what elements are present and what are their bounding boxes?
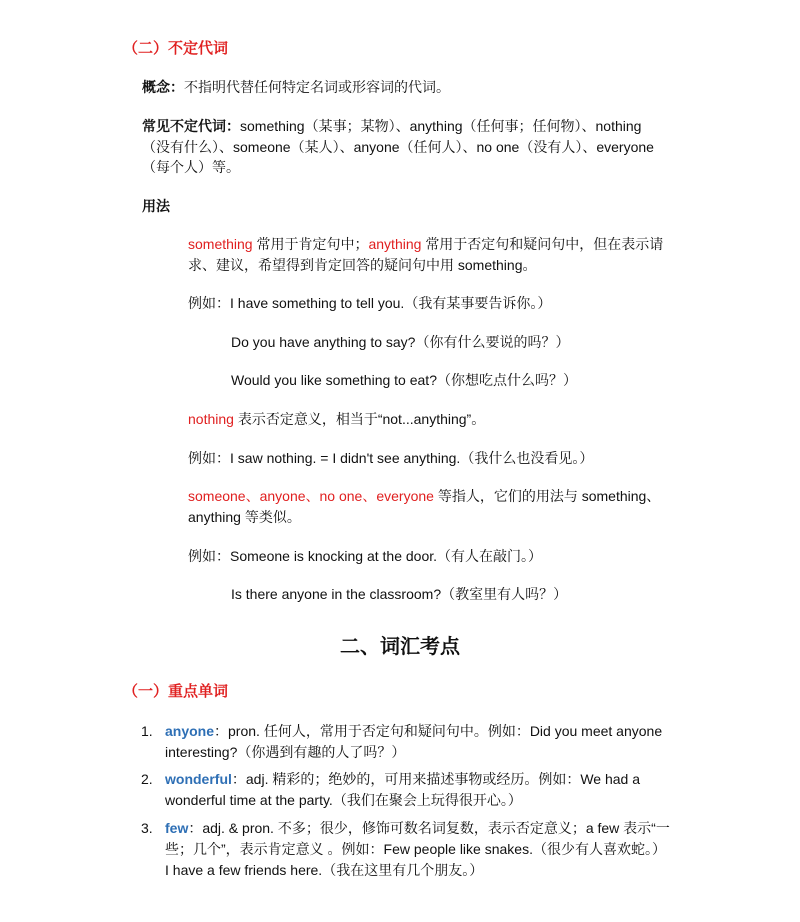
keyword-nothing: nothing bbox=[188, 411, 234, 427]
example-1-line-3: Would you like something to eat?（你想吃点什么吗？） bbox=[231, 372, 577, 388]
vocab-definition: pron. 任何人，常用于否定句和疑问句中。例如：Did you meet anyone bbox=[228, 723, 663, 739]
vocab-item-line-1 bbox=[165, 818, 670, 839]
section-heading-indefinite-pronouns: （二）不定代词 bbox=[123, 40, 229, 57]
common-pronouns-line-1 bbox=[142, 116, 641, 137]
vocab-item-line-2: 些；几个”，表示肯定意义 。例如：Few people like snakes.（很少有人喜欢蛇。） bbox=[165, 841, 666, 857]
vocab-item-number: 1. bbox=[141, 723, 153, 739]
rule-1-text-2: 常用于否定句和疑问句中，但在表示请 bbox=[425, 236, 664, 252]
vocab-colon: ： bbox=[188, 820, 203, 836]
common-pronouns-line-3: （每个人）等。 bbox=[142, 159, 240, 175]
vocab-definition: adj. 精彩的；绝妙的，可用来描述事物或经历。例如：We had a bbox=[245, 771, 641, 787]
example-1-line-2: Do you have anything to say?（你有什么要说的吗？） bbox=[231, 334, 570, 350]
vocab-item-number: 3. bbox=[141, 820, 153, 836]
keyword-person-pronouns: someone、anyone、no one、everyone bbox=[188, 488, 434, 504]
rule-1-text-1: 常用于肯定句中； bbox=[256, 236, 369, 252]
example-3-line-2: Is there anyone in the classroom?（教室里有人吗？） bbox=[231, 586, 568, 602]
example-sentence: Someone is knocking at the door.（有人在敲门。） bbox=[230, 548, 543, 564]
vocab-item-line-3: I have a few friends here.（我在这里有几个朋友。） bbox=[165, 862, 484, 878]
vocab-item-line-2: wonderful time at the party.（我们在聚会上玩得很开心。） bbox=[165, 792, 522, 808]
vocab-word: wonderful bbox=[165, 771, 232, 787]
example-label: 例如： bbox=[188, 450, 230, 466]
section-title-vocabulary: 二、词汇考点 bbox=[340, 636, 460, 658]
vocab-definition: adj. & pron. 不多；很少，修饰可数名词复数，表示否定意义；a few 表示“一 bbox=[202, 820, 670, 836]
rule-2-line bbox=[188, 409, 485, 430]
concept-label: 概念： bbox=[142, 79, 184, 95]
vocab-colon: ： bbox=[231, 771, 246, 787]
example-3-line-1 bbox=[188, 546, 542, 567]
rule-2-text: 表示否定意义，相当于“not...anything”。 bbox=[237, 411, 486, 427]
vocab-word: few bbox=[165, 820, 189, 836]
subheading-key-words: （一）重点单词 bbox=[123, 683, 229, 700]
rule-1-line-1 bbox=[188, 234, 663, 255]
concept-text: 不指明代替任何特定名词或形容词的代词。 bbox=[184, 79, 450, 95]
example-sentence: I have something to tell you.（我有某事要告诉你。） bbox=[230, 295, 552, 311]
example-2-line bbox=[188, 448, 593, 469]
vocab-colon: ： bbox=[214, 723, 229, 739]
vocab-item-line-1 bbox=[165, 769, 640, 790]
common-pronouns-line-2: （没有什么）、someone（某人）、anyone（任何人）、no one（没有人）、everyone bbox=[142, 139, 654, 155]
vocab-item-line-1 bbox=[165, 721, 662, 742]
example-sentence: I saw nothing. = I didn't see anything.（我什么也没看见。） bbox=[230, 450, 594, 466]
keyword-anything: anything bbox=[368, 236, 422, 252]
vocab-item-line-2: interesting?（你遇到有趣的人了吗？） bbox=[165, 744, 406, 760]
vocab-word: anyone bbox=[165, 723, 215, 739]
example-label: 例如： bbox=[188, 548, 230, 564]
rule-3-text: 等指人，它们的用法与 something、 bbox=[437, 488, 661, 504]
concept-paragraph bbox=[142, 77, 450, 98]
common-label: 常见不定代词： bbox=[142, 118, 240, 134]
example-1-line-1 bbox=[188, 293, 551, 314]
common-text-1: something（某事；某物）、anything（任何事；任何物）、nothing bbox=[240, 118, 642, 134]
rule-3-line-1 bbox=[188, 486, 660, 507]
vocab-item-number: 2. bbox=[141, 771, 153, 787]
rule-3-line-2: anything 等类似。 bbox=[188, 509, 301, 525]
keyword-something: something bbox=[188, 236, 253, 252]
usage-label: 用法 bbox=[142, 198, 170, 214]
example-label: 例如： bbox=[188, 295, 230, 311]
rule-1-line-2: 求、建议，希望得到肯定回答的疑问句中用 something。 bbox=[188, 257, 537, 273]
